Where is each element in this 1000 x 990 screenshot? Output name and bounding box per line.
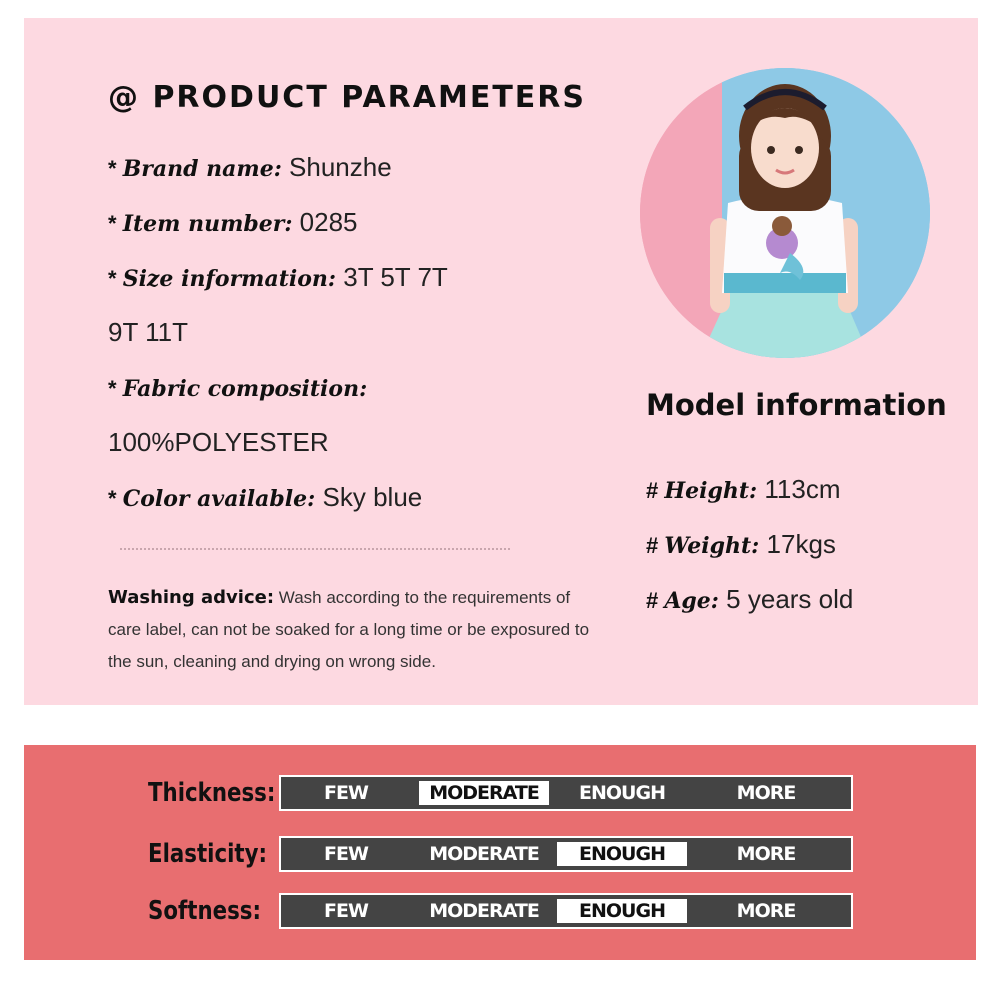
rating-option-more: MORE [736,843,796,865]
rating-option-few: FEW [324,782,368,804]
param-brand-name: * Brand name: Shunzhe [108,152,392,182]
rating-row-thickness [24,775,976,811]
model-photo [640,68,930,358]
param-value: Shunzhe [289,152,392,182]
param-fabric-value [108,427,329,458]
rating-option-more: MORE [736,782,796,804]
param-label: Size information: [122,266,337,292]
rating-option-moderate: MODERATE [429,900,539,922]
washing-advice-label: Washing advice: [108,587,275,608]
rating-option-moderate: MODERATE [429,843,539,865]
model-value: 5 years old [726,584,854,614]
washing-advice [108,582,598,678]
model-information-title: Model information [646,388,947,422]
param-label: Item number: [122,211,293,237]
param-value: 100%POLYESTER [108,427,329,457]
model-label: Weight: [664,533,760,559]
model-value: 17kgs [766,529,836,559]
model-label: Age: [664,588,719,614]
rating-row-elasticity [24,836,976,872]
param-value: 9T 11T [108,317,188,347]
rating-scale [279,775,853,811]
rating-option-enough: ENOUGH [557,899,687,923]
rating-option-few: FEW [324,900,368,922]
param-size-continued [108,317,188,348]
rating-label: Elasticity: [148,839,268,869]
param-fabric-composition: * Fabric composition: [108,376,368,402]
rating-option-more: MORE [736,900,796,922]
param-item-number: * Item number: 0285 [108,207,358,237]
rating-row-softness [24,893,976,929]
product-parameters-title: @ PRODUCT PARAMETERS [108,80,587,115]
param-label: Color available: [122,486,316,512]
model-age: # Age: 5 years old [646,584,854,614]
param-size-information: * Size information: 3T 5T 7T [108,262,448,292]
dotted-divider [120,548,510,550]
rating-scale [279,836,853,872]
rating-option-moderate: MODERATE [419,781,549,805]
model-girl-illustration [640,68,930,358]
fabric-rating-panel [24,745,976,960]
model-height: # Height: 113cm [646,474,841,504]
rating-option-few: FEW [324,843,368,865]
washing-advice-text: Wash according to the requirements of care label, can not be soaked for a long time or be exposured to the sun, cleaning and drying on wrong side. [108,588,590,671]
model-label: Height: [664,478,758,504]
rating-label: Softness: [148,896,262,926]
model-value: 113cm [764,474,841,504]
param-label: Brand name: [122,156,282,182]
param-value: 0285 [299,207,358,237]
param-color-available: * Color available: Sky blue [108,482,423,512]
rating-scale [279,893,853,929]
product-parameters-panel [24,18,978,705]
rating-option-enough: ENOUGH [557,842,687,866]
rating-option-enough: ENOUGH [579,782,665,804]
rating-label: Thickness: [148,778,276,808]
param-value: Sky blue [322,482,423,512]
model-weight: # Weight: 17kgs [646,529,836,559]
param-value: 3T 5T 7T [343,262,448,292]
param-label: Fabric composition: [122,376,368,402]
